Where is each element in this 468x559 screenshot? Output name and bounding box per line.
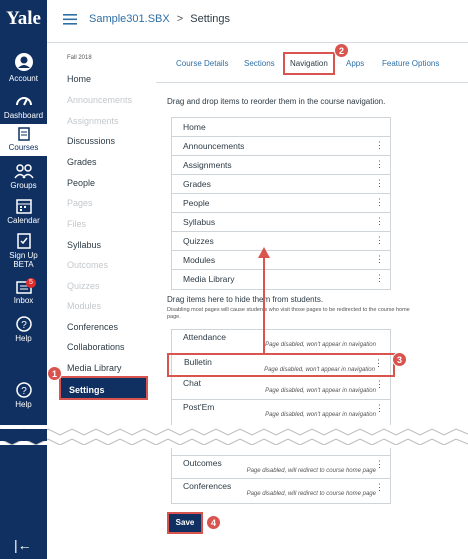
item-menu-icon[interactable]: ⋮ [375,254,384,264]
hidden-item-label: Bulletin [184,357,212,367]
item-menu-icon[interactable]: ⋮ [375,379,384,389]
item-menu-icon[interactable]: ⋮ [375,482,384,492]
list-item-label: Grades [183,179,211,189]
hidden-item-label: Outcomes [183,458,222,468]
global-nav-label-beta: BETA [13,260,34,269]
course-nav-media-library[interactable]: Media Library [67,363,122,373]
hidden-items-description: Disabling most pages will cause students who visit those pages to be redirected to the course home page. [167,307,410,320]
global-nav-label: Calendar [7,216,40,225]
course-nav-people[interactable]: People [67,178,96,188]
list-item-label: People [183,198,210,208]
item-menu-icon[interactable]: ⋮ [375,178,384,188]
course-nav-modules[interactable]: Modules [67,301,102,311]
hidden-item-label: Post'Em [183,402,215,412]
course-nav-assignments[interactable]: Assignments [67,116,119,126]
course-nav-conferences[interactable]: Conferences [67,322,119,332]
item-menu-icon[interactable]: ⋮ [375,140,384,150]
tab-sections[interactable]: Sections [244,59,275,68]
hidden-item-label: Conferences [183,481,232,491]
torn-edge-divider [0,425,468,445]
item-menu-icon[interactable]: ⋮ [375,403,384,413]
tab-navigation[interactable]: Navigation [283,52,335,75]
hidden-item-note: Page disabled, won't appear in navigation [265,388,376,394]
course-nav-announcements[interactable]: Announcements [67,95,133,105]
course-nav-files[interactable]: Files [67,219,87,229]
step-marker-1: 1 [47,366,62,381]
list-item-label: Media Library [183,274,235,284]
hidden-item-label: Chat [183,378,201,388]
global-nav-label: Inbox [13,296,34,305]
hidden-items-heading: Drag items here to hide them from students. [167,295,324,304]
hidden-list-item[interactable] [172,479,390,503]
course-nav-quizzes[interactable]: Quizzes [67,281,100,291]
collapse-nav-icon[interactable]: |← [14,537,32,553]
hidden-item-note: Page disabled, won't appear in navigation [265,412,376,418]
item-menu-icon[interactable]: ⋮ [375,216,384,226]
hidden-item-note: Page disabled, will redirect to course home page [246,468,376,474]
hidden-item-note: Page disabled, won't appear in navigation [265,342,376,348]
list-item-label: Syllabus [183,217,216,227]
step-marker-4: 4 [206,515,221,530]
tab-course-details[interactable]: Course Details [176,59,229,68]
course-nav-home[interactable]: Home [67,74,92,84]
breadcrumb-course-link[interactable]: Sample301.SBX [89,13,170,25]
save-button[interactable]: Save [167,512,203,534]
course-nav-collaborations[interactable]: Collaborations [67,342,125,352]
global-nav-label: Help [15,400,32,409]
course-term: Fall 2018 [67,55,92,61]
global-nav-label: Sign Up [9,251,38,260]
hidden-item-label: Attendance [183,332,227,342]
tab-apps[interactable]: Apps [346,59,365,68]
global-nav-label: Courses [8,143,39,152]
list-item-label: Quizzes [183,236,214,246]
course-nav-settings[interactable]: Settings [59,376,148,400]
item-menu-icon[interactable]: ⋮ [375,459,384,469]
hidden-nav-list-continued [171,448,391,504]
global-nav-label: Account [9,74,38,83]
breadcrumb-current: Settings [190,13,231,25]
item-menu-icon[interactable]: ⋮ [375,273,384,283]
item-menu-icon[interactable]: ⋮ [374,358,383,368]
hidden-item-note: Page disabled, won't appear in navigation [264,367,375,373]
course-nav-outcomes[interactable]: Outcomes [67,260,109,270]
global-nav-label: Groups [10,181,37,190]
list-item-label: Assignments [183,160,232,170]
course-nav-pages[interactable]: Pages [67,198,93,208]
inbox-badge: 5 [26,278,36,288]
global-nav-label: Dashboard [3,111,44,120]
list-item-label: Announcements [183,141,245,151]
course-nav-grades[interactable]: Grades [67,157,97,167]
yale-logo[interactable]: Yale [6,8,41,29]
hidden-list-item[interactable] [172,455,390,479]
course-nav-discussions[interactable]: Discussions [67,136,116,146]
navigation-instructions: Drag and drop items to reorder them in the course navigation. [167,97,386,106]
tab-feature-options[interactable]: Feature Options [382,59,440,68]
hidden-item-note: Page disabled, will redirect to course home page [246,491,376,497]
breadcrumb-separator: > [176,13,184,25]
list-item-label: Modules [183,255,216,265]
item-menu-icon[interactable]: ⋮ [375,235,384,245]
course-nav-syllabus[interactable]: Syllabus [67,240,102,250]
list-item-label: Home [183,122,206,132]
step-marker-3: 3 [392,352,407,367]
step-marker-2: 2 [334,43,349,58]
svg-text:?: ? [20,386,27,397]
svg-text:?: ? [20,320,27,331]
item-menu-icon[interactable]: ⋮ [375,197,384,207]
global-nav-label: Help [15,334,32,343]
item-menu-icon[interactable]: ⋮ [375,159,384,169]
